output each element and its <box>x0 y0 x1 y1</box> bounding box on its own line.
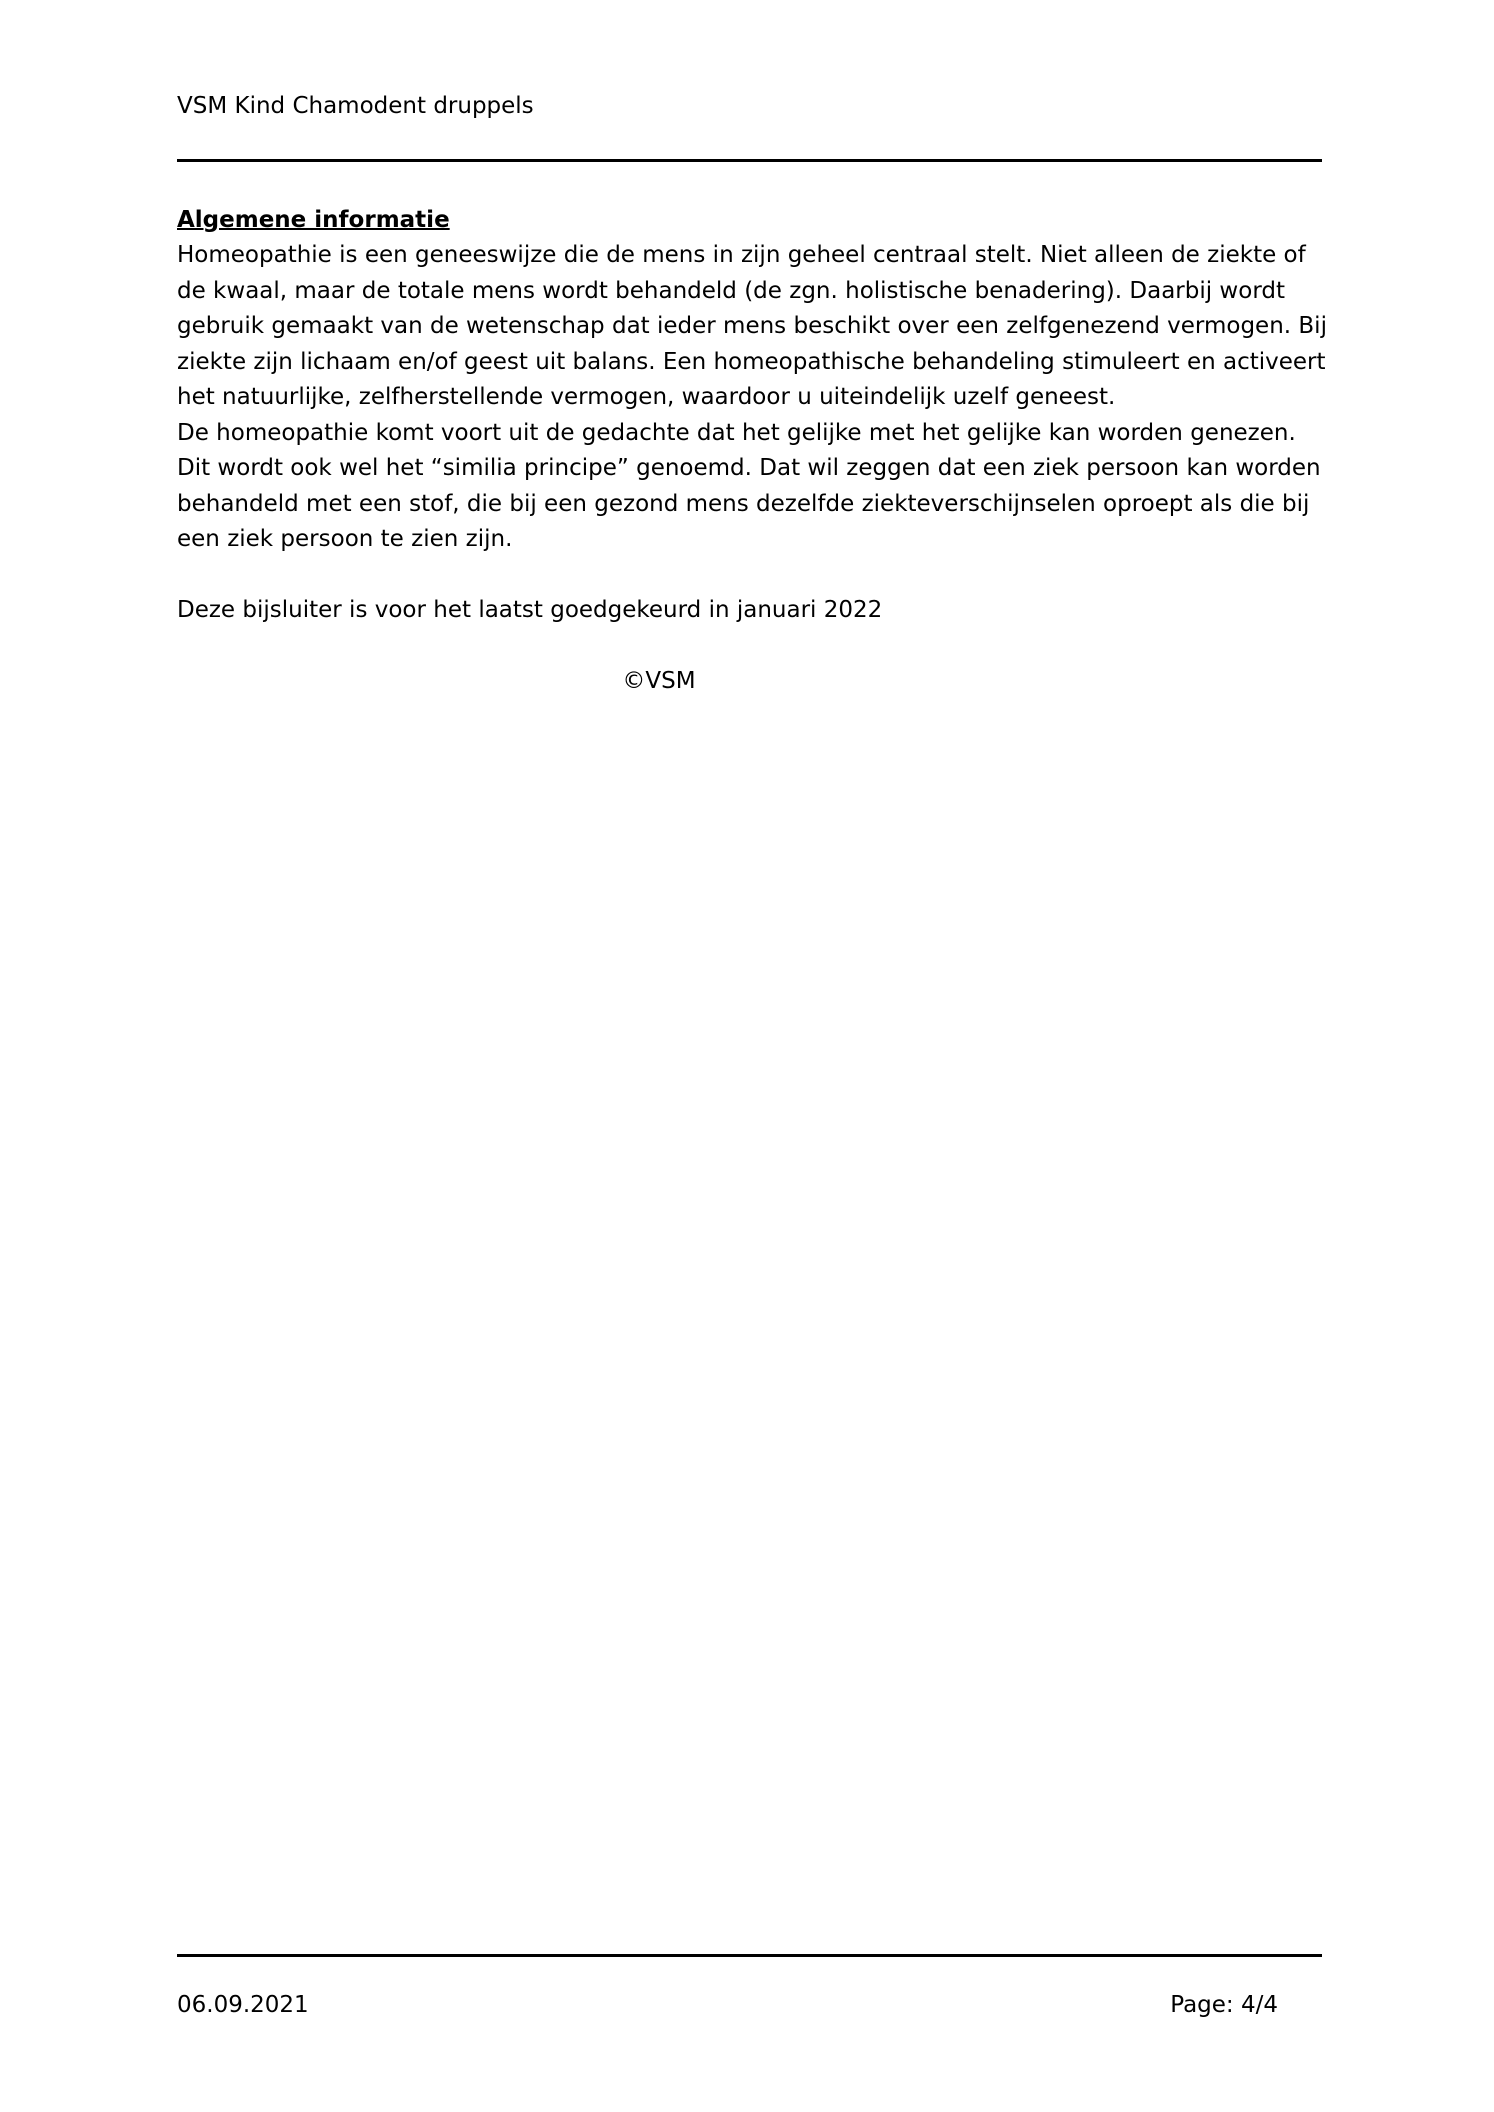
paragraph-line: gebruik gemaakt van de wetenschap dat ieder mens beschikt over een zelfgenezend vermogen. Bij <box>177 313 1327 339</box>
paragraph-line: een ziek persoon te zien zijn. <box>177 526 513 552</box>
header-divider <box>177 159 1322 162</box>
footer-page-number: Page: 4/4 <box>1170 1992 1278 2018</box>
copyright-notice: ©VSM <box>622 668 696 694</box>
paragraph-line: ziekte zijn lichaam en/of geest uit balans. Een homeopathische behandeling stimuleert en activeert <box>177 348 1326 375</box>
general-info-paragraph <box>177 238 1327 558</box>
paragraph-line: De homeopathie komt voort uit de gedachte dat het gelijke met het gelijke kan worden genezen. <box>177 419 1296 446</box>
footer-date: 06.09.2021 <box>177 1992 309 2018</box>
section-heading: Algemene informatie <box>177 206 450 233</box>
page-footer <box>177 1954 1322 2024</box>
paragraph-line: Dit wordt ook wel het “similia principe” genoemd. Dat wil zeggen dat een ziek persoon kan worden <box>177 455 1321 481</box>
paragraph-line: behandeld met een stof, die bij een gezond mens dezelfde ziekteverschijnselen oproept als die bij <box>177 490 1310 517</box>
approval-note: Deze bijsluiter is voor het laatst goedgekeurd in januari 2022 <box>177 596 883 623</box>
paragraph-line: de kwaal, maar de totale mens wordt behandeld (de zgn. holistische benadering). Daarbij wordt <box>177 277 1285 304</box>
document-title: VSM Kind Chamodent druppels <box>177 93 534 119</box>
page-header <box>177 0 1322 162</box>
paragraph-line: Homeopathie is een geneeswijze die de mens in zijn geheel centraal stelt. Niet alleen de ziekte of <box>177 242 1306 268</box>
footer-divider <box>177 1954 1322 1957</box>
paragraph-line: het natuurlijke, zelfherstellende vermogen, waardoor u uiteindelijk uzelf geneest. <box>177 384 1116 410</box>
page-body <box>177 203 1327 700</box>
footer-row <box>177 1988 1322 2024</box>
